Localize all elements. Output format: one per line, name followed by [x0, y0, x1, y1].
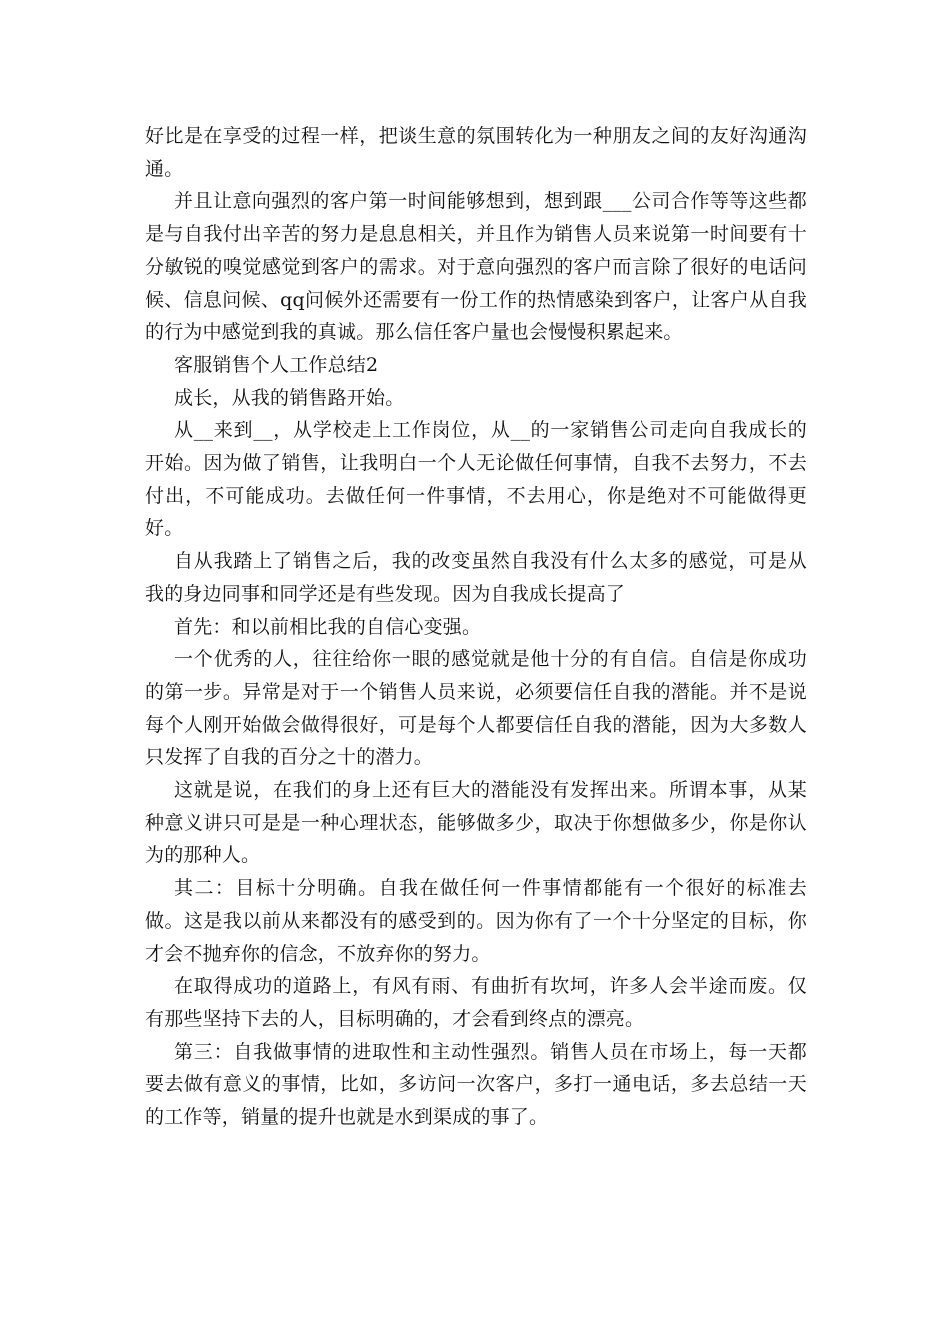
paragraph-potential: 这就是说，在我们的身上还有巨大的潜能没有发挥出来。所谓本事，从某种意义讲只可是是一种心理状态，能够做多少，取决于你想做多少，你是你认为的那种人。	[145, 779, 807, 867]
paragraph-third-point: 第三：自我做事情的进取性和主动性强烈。销售人员在市场上，每一天都要去做有意义的事情，比如，多访问一次客户，多打一通电话，多去总结一天的工作等，销量的提升也就是水到渠成的事了。	[145, 1040, 807, 1129]
paragraph-changes: 自从我踏上了销售之后，我的改变虽然自我没有什么太多的感觉，可是从我的身边同事和同学还是有些发现。因为自我成长提高了	[145, 550, 807, 605]
paragraph-customer-intent: 并且让意向强烈的客户第一时间能够想到，想到跟___公司合作等等这些都是与自我付出辛苦的努力是息息相关，并且作为销售人员来说第一时间要有十分敏锐的嗅觉感觉到客户的需求。对于意向强烈的客户而言除了很好的电话问候、信息问候、qq问候外还需要有一份工作的热情感染到客户，让客户从自我的行为中感觉到我的真诚。那么信任客户量也会慢慢积累起来。	[145, 190, 807, 344]
section-heading: 客服销售个人工作总结2	[174, 353, 379, 376]
paragraph-persistence: 在取得成功的道路上，有风有雨、有曲折有坎坷，许多人会半途而废。仅有那些坚持下去的人，目标明确的，才会看到终点的漂亮。	[145, 975, 807, 1030]
paragraph-continuation: 好比是在享受的过程一样，把谈生意的氛围转化为一种朋友之间的友好沟通沟通。	[145, 125, 807, 180]
paragraph-second-point: 其二：目标十分明确。自我在做任何一件事情都能有一个很好的标准去做。这是我以前从来都没有的感受到的。因为你有了一个十分坚定的目标，你才会不抛弃你的信念，不放弃你的努力。	[145, 877, 807, 965]
document-body	[145, 120, 807, 1134]
paragraph-first-point: 首先：和以前相比我的自信心变强。	[174, 615, 482, 638]
paragraph-confidence: 一个优秀的人，往往给你一眼的感觉就是他十分的有自信。自信是你成功的第一步。异常是对于一个销售人员来说，必须要信任自我的潜能。并不是说每个人刚开始做会做得很好，可是每个人都要信任自我的潜能，因为大多数人只发挥了自我的百分之十的潜力。	[145, 648, 807, 769]
paragraph-growth-start: 成长，从我的销售路开始。	[174, 386, 405, 409]
paragraph-from-school: 从__来到__，从学校走上工作岗位，从__的一家销售公司走向自我成长的开始。因为做了销售，让我明白一个人无论做任何事情，自我不去努力，不去付出，不可能成功。去做任何一件事情，不去用心，你是绝对不可能做得更好。	[145, 419, 807, 540]
